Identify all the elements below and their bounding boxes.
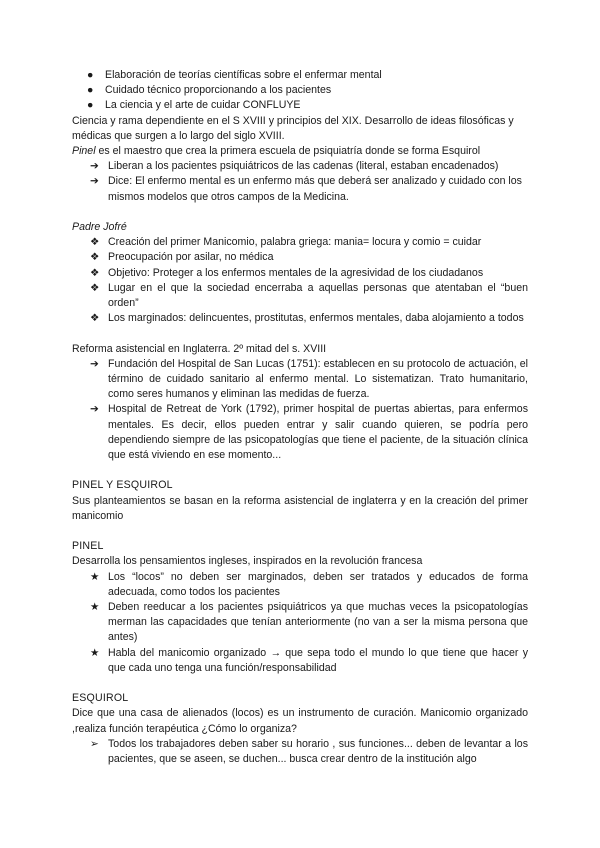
list-item: ➔ Dice: El enfermo mental es un enfermo más que deberá ser analizado y cuidado con los mismos modelos que otros campos de la Medicina. xyxy=(90,175,522,203)
arrow-icon: ➔ xyxy=(90,357,99,370)
bullet-dot-icon: ● xyxy=(87,69,94,81)
pinel-line: Pinel es el maestro que crea la primera escuela de psiquiatría donde se forma Esquirol xyxy=(72,145,481,158)
list-item: ➢ Todos los trabajadores deben saber su horario , sus funciones... deben de levantar a los pacientes, que se aseen, se duchen... busca crear dentro de la institución algo xyxy=(90,737,528,766)
arrow-icon: ➔ xyxy=(90,175,99,188)
list-item: ➔ Fundación del Hospital de San Lucas (1751): establecen en su protocolo de actuación, el término de cuidado sanitario al enfermo mental. Lo sistematizan. Trato humanitario, como seres humanos y eliminan las medidas de fuerza. xyxy=(90,357,528,401)
pinel-esquirol-title: PINEL Y ESQUIROL xyxy=(72,479,173,492)
pinel-section-title: PINEL xyxy=(72,540,104,553)
list-item: ● La ciencia y el arte de cuidar CONFLUYE xyxy=(72,98,528,113)
esquirol-list xyxy=(72,737,528,767)
star-icon: ★ xyxy=(90,570,100,583)
diamond-icon: ❖ xyxy=(90,281,100,294)
document-page xyxy=(72,68,528,767)
list-item: ● Cuidado técnico proporcionando a los pacientes xyxy=(72,83,528,98)
diamond-icon: ❖ xyxy=(90,266,100,279)
intro-bullet-list xyxy=(72,68,528,114)
star-icon: ★ xyxy=(90,601,100,614)
arrow-icon: ➔ xyxy=(90,160,99,173)
list-item: ★ Los “locos” no deben ser marginados, deben ser tratados y educados de forma adecuada, como todos los pacientes xyxy=(90,570,528,598)
reforma-title: Reforma asistencial en Inglaterra. 2º mitad del s. XVIII xyxy=(72,342,327,355)
esquirol-title: ESQUIROL xyxy=(72,692,129,705)
pinel-esquirol-text: Sus planteamientos se basan en la reforma asistencial de inglaterra y en la creación del primer manicomio xyxy=(72,494,528,522)
esquirol-text: Dice que una casa de alienados (locos) es un instrumento de curación. Manicomio organizado ,realiza función terapéutica ¿Cómo lo organiza? xyxy=(72,707,528,735)
list-item: ❖ Lugar en el que la sociedad encerraba a aquellas personas que atentaban el “buen orden” xyxy=(90,281,528,310)
diamond-icon: ❖ xyxy=(90,312,100,325)
list-item: ❖ Objetivo: Proteger a los enfermos mentales de la agresividad de los ciudadanos xyxy=(72,266,528,281)
star-icon: ★ xyxy=(90,646,100,659)
pinel-points-list xyxy=(72,159,528,205)
bullet-dot-icon: ● xyxy=(87,99,94,112)
list-item: ❖ Los marginados: delincuentes, prostitutas, enfermos mentales, daba alojamiento a todos xyxy=(72,311,528,326)
list-item: ➔ Liberan a los pacientes psiquiátricos de las cadenas (literal, estaban encadenados) xyxy=(72,159,528,174)
bullet-dot-icon: ● xyxy=(87,84,94,97)
list-item: ★ Habla del manicomio organizado → que sepa todo el mundo lo que tiene que hacer y que cada uno tenga una función/responsabilidad xyxy=(90,646,528,674)
chevron-right-icon: ➢ xyxy=(90,737,99,750)
pinel-section-list xyxy=(72,570,528,676)
jofre-title: Padre Jofré xyxy=(72,221,127,234)
reforma-list xyxy=(72,357,528,463)
pinel-name: Pinel xyxy=(72,145,96,158)
jofre-list xyxy=(72,235,528,326)
list-item: ★ Deben reeducar a los pacientes psiquiátricos ya que muchas veces la psicopatologías merman las capacidades que tenían anteriormente (no van a ser la misma persona que antes) xyxy=(90,601,528,644)
list-item: ❖ Preocupación por asilar, no médica xyxy=(72,250,528,265)
list-item: ● Elaboración de teorías científicas sobre el enfermar mental xyxy=(72,68,528,83)
list-item: ➔ Hospital de Retreat de York (1792), primer hospital de puertas abiertas, para enfermos mentales. Es decir, ellos pueden entrar y salir cuando quieren, se podría pero dependiendo siempre de las psicopatologías que tiene el paciente, de la situación clínica que está viviendo en ese momento... xyxy=(90,403,528,462)
ciencia-paragraph: Ciencia y rama dependiente en el S XVIII y principios del XIX. Desarrollo de ideas filosóficas y médicas que surgen a lo largo del siglo XVIII. xyxy=(72,114,514,142)
pinel-section-intro: Desarrolla los pensamientos ingleses, inspirados en la revolución francesa xyxy=(72,555,423,568)
diamond-icon: ❖ xyxy=(90,251,100,264)
arrow-icon: ➔ xyxy=(90,403,99,416)
list-item: ❖ Creación del primer Manicomio, palabra griega: mania= locura y comio = cuidar xyxy=(72,235,528,250)
diamond-icon: ❖ xyxy=(90,236,100,249)
